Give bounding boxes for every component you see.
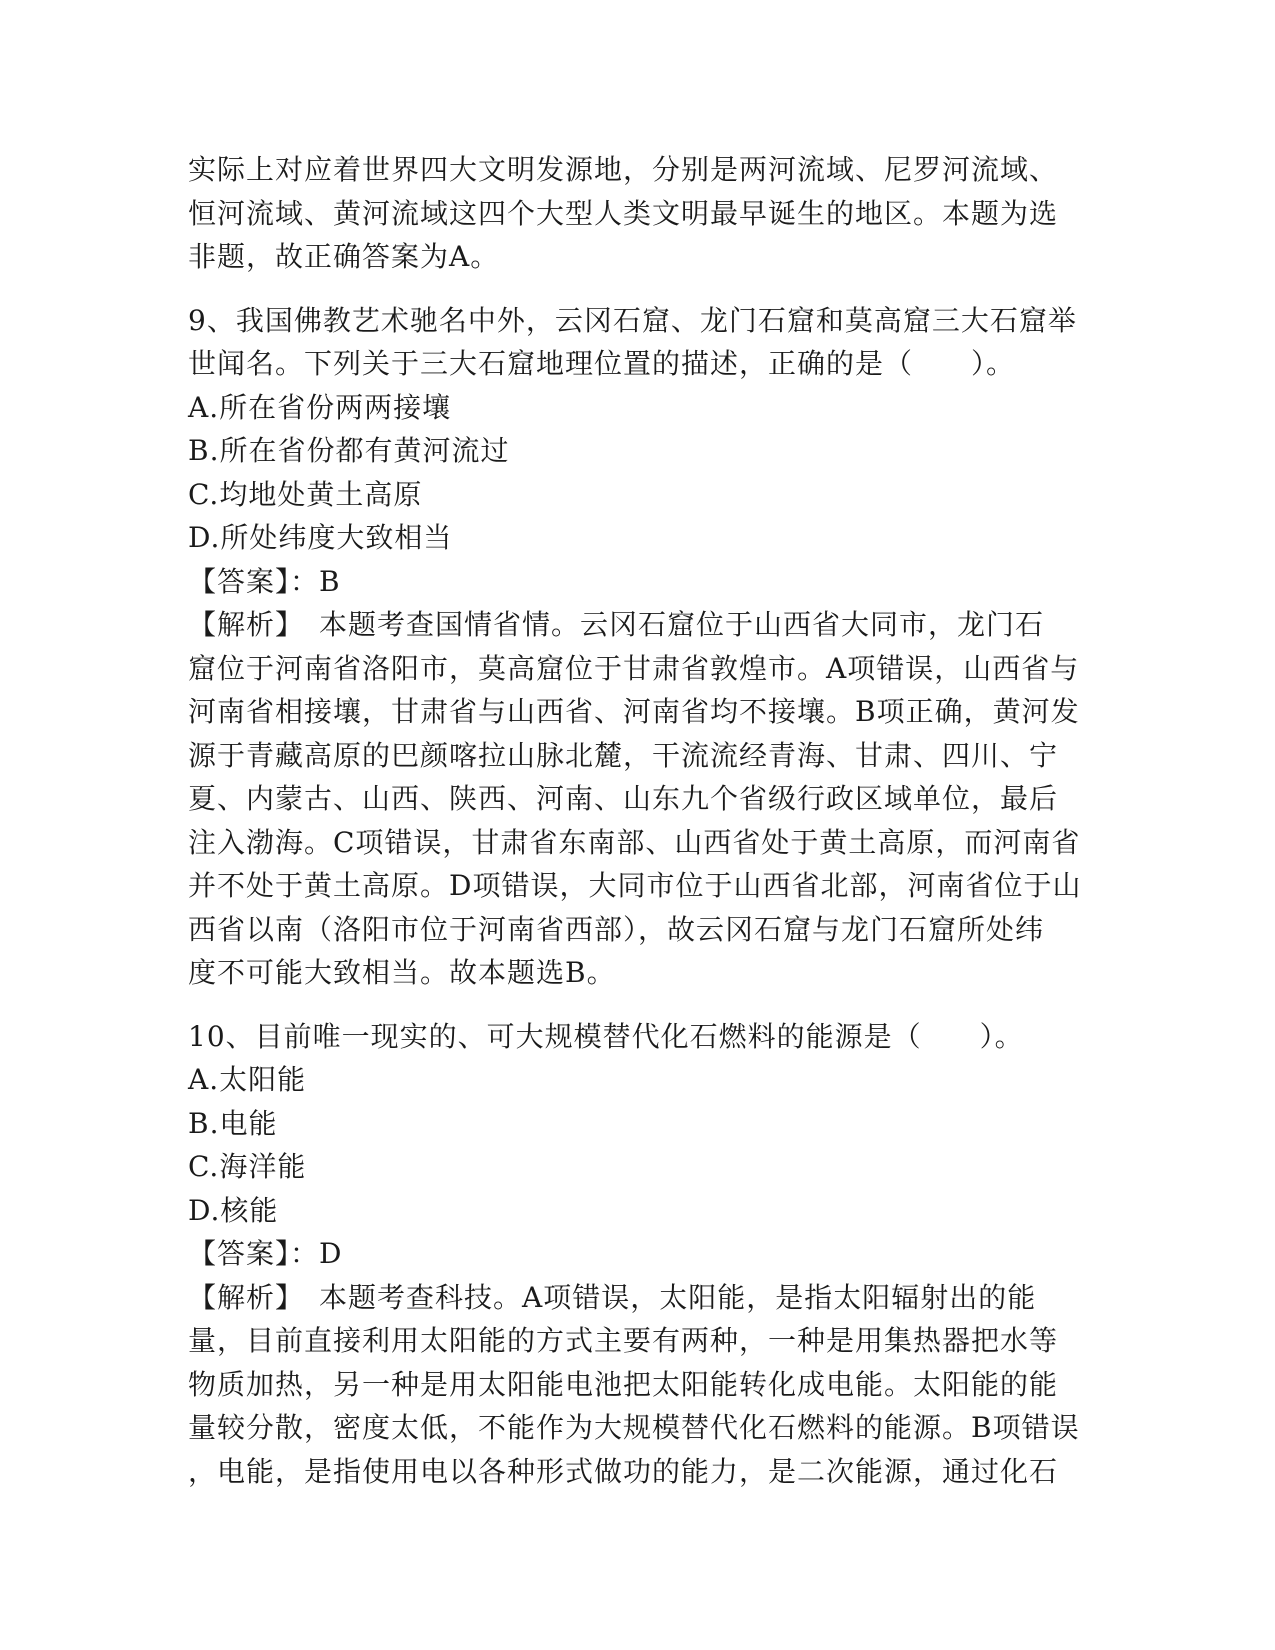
- spacer: [188, 995, 1088, 1015]
- spacer: [188, 279, 1088, 299]
- analysis-line: 度不可能大致相当。故本题选B。: [188, 956, 616, 989]
- option-b: B.电能: [188, 1106, 278, 1140]
- question-stem: 世闻名。下列关于三大石窟地理位置的描述，正确的是（ ）。: [188, 347, 1016, 380]
- analysis-line: 量，目前直接利用太阳能的方式主要有两种，一种是用集热器把水等: [188, 1324, 1059, 1357]
- analysis-line: 并不处于黄土高原。D项错误，大同市位于山西省北部，河南省位于山: [188, 869, 1082, 902]
- option-d: D.所处纬度大致相当: [188, 521, 453, 554]
- analysis-line: 注入渤海。C项错误，甘肃省东南部、山西省处于黄土高原，而河南省: [188, 825, 1081, 859]
- analysis-line: 源于青藏高原的巴颜喀拉山脉北麓，干流流经青海、甘肃、四川、宁: [188, 738, 1059, 772]
- analysis-line: 河南省相接壤，甘肃省与山西省、河南省均不接壤。B项正确，黄河发: [188, 695, 1080, 728]
- question-10: [188, 1015, 1088, 1494]
- answer-line: 【答案】：B: [188, 564, 341, 598]
- question-stem: 10、目前唯一现实的、可大规模替代化石燃料的能源是（ ）。: [188, 1019, 1024, 1053]
- option-d: D.核能: [188, 1193, 279, 1227]
- analysis-line: 【解析】 本题考查科技。A项错误，太阳能，是指太阳辐射出的能: [188, 1280, 1037, 1314]
- analysis-line: 【解析】 本题考查国情省情。云冈石窟位于山西省大同市，龙门石: [188, 608, 1045, 641]
- intro-explanation: [188, 148, 1088, 279]
- option-b: B.所在省份都有黄河流过: [188, 434, 510, 467]
- text-line: 恒河流域、黄河流域这四个大型人类文明最早诞生的地区。本题为选: [188, 196, 1059, 230]
- option-c: C.海洋能: [188, 1150, 307, 1183]
- question-9: [188, 299, 1088, 995]
- analysis-line: ，电能，是指使用电以各种形式做功的能力，是二次能源，通过化石: [188, 1454, 1059, 1488]
- option-a: A.太阳能: [188, 1063, 307, 1096]
- analysis-line: 窟位于河南省洛阳市，莫高窟位于甘肃省敦煌市。A项错误，山西省与: [188, 651, 1080, 685]
- answer-line: 【答案】：D: [188, 1237, 343, 1270]
- question-stem: 9、我国佛教艺术驰名中外，云冈石窟、龙门石窟和莫高窟三大石窟举: [188, 303, 1077, 337]
- option-a: A.所在省份两两接壤: [188, 390, 452, 424]
- document-page: [188, 148, 1088, 1493]
- option-c: C.均地处黄土高原: [188, 477, 423, 511]
- analysis-line: 物质加热，另一种是用太阳能电池把太阳能转化成电能。太阳能的能: [188, 1367, 1059, 1401]
- analysis-line: 量较分散，密度太低，不能作为大规模替代化石燃料的能源。B项错误: [188, 1411, 1080, 1444]
- analysis-line: 夏、内蒙古、山西、陕西、河南、山东九个省级行政区域单位，最后: [188, 782, 1059, 815]
- text-line: 实际上对应着世界四大文明发源地，分别是两河流域、尼罗河流域、: [188, 153, 1059, 186]
- analysis-line: 西省以南（洛阳市位于河南省西部），故云冈石窟与龙门石窟所处纬: [188, 912, 1045, 946]
- text-line: 非题，故正确答案为A。: [188, 240, 500, 273]
